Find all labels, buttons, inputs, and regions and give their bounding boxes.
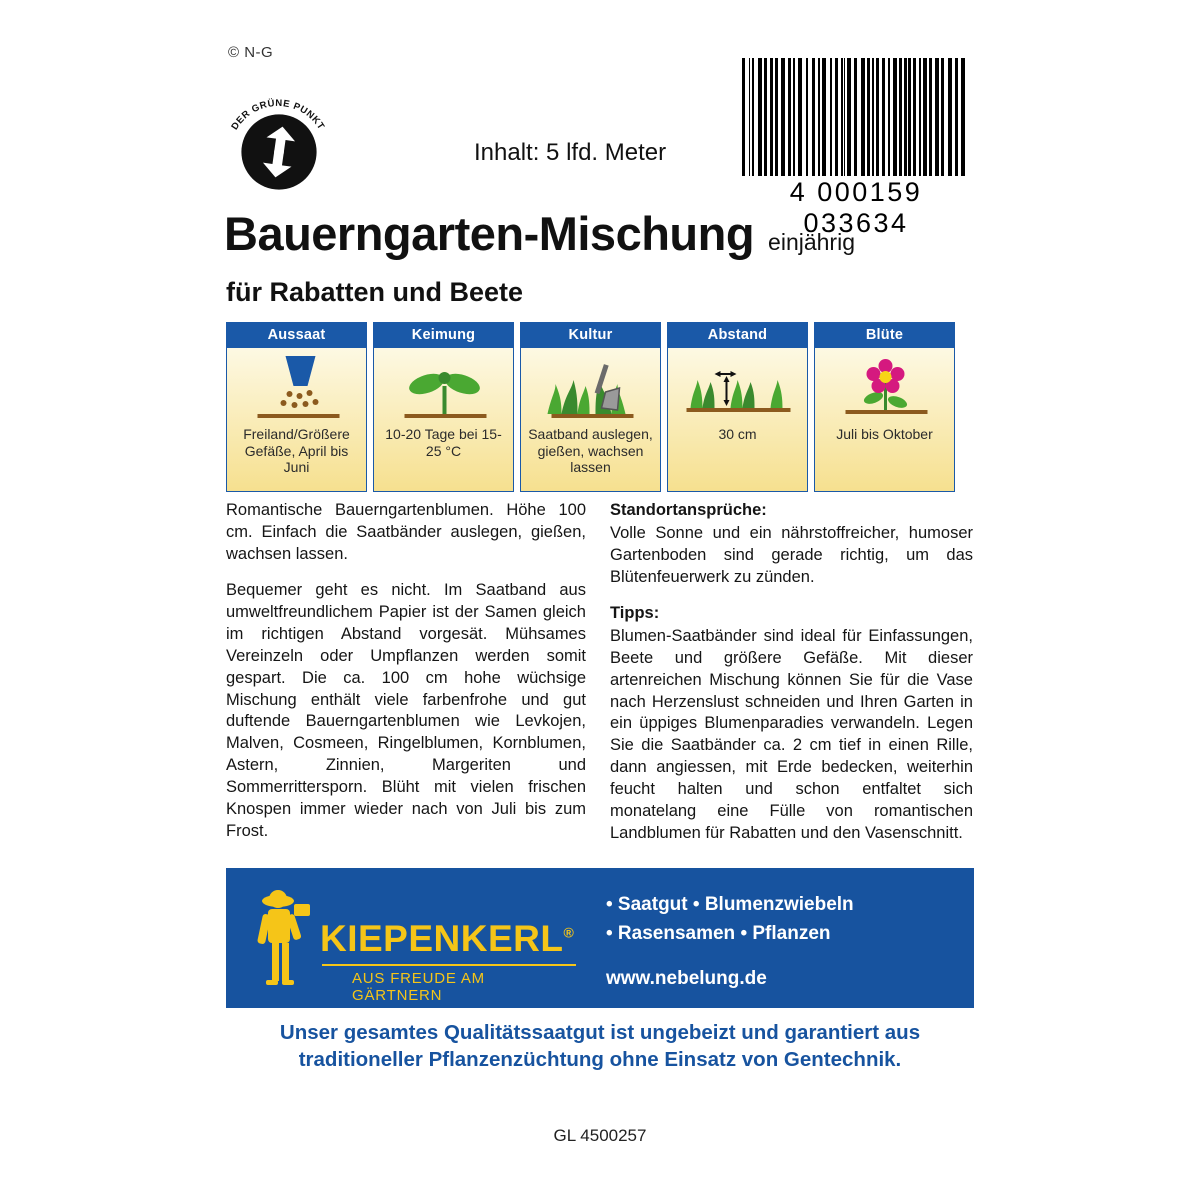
location-paragraph: Volle Sonne und ein nährstoffreicher, humoser Gartenboden sind gerade richtig, um das Blütenfeuerwerk zu zünden. xyxy=(610,523,973,586)
quality-line-2: traditioneller Pflanzenzüchtung ohne Einsatz von Gentechnik. xyxy=(298,1047,902,1071)
info-box-kultur-title: Kultur xyxy=(521,323,660,348)
barcode-bars xyxy=(742,58,970,176)
info-box-bluete-caption: Juli bis Oktober xyxy=(836,426,933,442)
spade-grass-icon xyxy=(521,348,660,426)
svg-text:DER GRÜNE PUNKT: DER GRÜNE PUNKT xyxy=(229,97,327,133)
tips-paragraph: Blumen-Saatbänder sind ideal für Einfassungen, Beete und größere Gefäße. Mit dieser artenreichen Mischung können Sie für die Vase nach Herzenslust schneiden und Ihren Garten in ein üppiges Blumenparadies verwandeln. Legen Sie die Saatbänder ca. 2 cm tief in einen Rille, dann angiessen, mit Erde bedecken, weiterhin feucht halten und schon entfaltet sich monatelang eine Fülle von romantischen Landblumen für Rabatten und den Vasenschnitt. xyxy=(610,626,973,843)
product-title: Bauerngarten-Mischung xyxy=(224,207,755,260)
info-box-kultur xyxy=(520,322,661,492)
brand-registered-mark: ® xyxy=(563,924,575,941)
product-subtitle: für Rabatten und Beete xyxy=(226,277,524,307)
kiepenkerl-figure-icon xyxy=(248,886,318,990)
copyright-notice: © N-G xyxy=(228,44,274,61)
product-lifecycle: einjährig xyxy=(768,229,855,255)
description-paragraph-2: Bequemer geht es nicht. Im Saatband aus umweltfreundlichem Papier ist der Samen gleich im richtigen Abstand vorgesät. Mühsames Vereinzeln oder Umpflanzen werden somit gespart. Die ca. 100 cm hohe wüchsige Mischung enthält viele farbenfrohe und gut duftende Bauerngartenblumen wie Levkojen, Malven, Cosmeen, Ringelblumen, Kornblumen, Astern, Zinnien, Margeriten und Sommerrittersporn. Blüht mit vielen frischen Knospen immer wieder nach von Juli bis zum Frost. xyxy=(226,580,586,841)
info-box-abstand-caption: 30 cm xyxy=(718,426,757,442)
flower-icon xyxy=(815,348,954,426)
info-box-aussaat xyxy=(226,322,367,492)
brand-name xyxy=(320,918,574,960)
info-box-aussaat-caption: Freiland/Größere Gefäße, April bis Juni xyxy=(243,426,350,476)
info-box-bluete-title: Blüte xyxy=(815,323,954,348)
gruener-punkt-logo xyxy=(218,88,338,196)
spacing-arrows-icon xyxy=(668,348,807,426)
tips-heading: Tipps: xyxy=(610,603,660,622)
brand-logo xyxy=(248,886,578,1004)
barcode-number: 4 000159 033634 xyxy=(789,177,923,238)
recycling-arrows-icon xyxy=(236,112,322,192)
brand-bullets-line-1: • Saatgut • Blumenzwiebeln xyxy=(606,894,854,915)
description-right-column xyxy=(610,500,973,858)
article-code: GL 4500257 xyxy=(553,1126,647,1145)
quality-statement xyxy=(226,1020,974,1073)
quality-line-1: Unser gesamtes Qualitätssaatgut ist ungebeizt und garantiert aus xyxy=(279,1021,921,1044)
content-amount: Inhalt: 5 lfd. Meter xyxy=(474,139,667,166)
info-box-keimung xyxy=(373,322,514,492)
info-box-kultur-caption: Saatband auslegen, gießen, wachsen lassen xyxy=(528,426,653,476)
info-box-aussaat-title: Aussaat xyxy=(227,323,366,348)
brand-divider xyxy=(322,964,576,966)
brand-bullets-line-2: • Rasensamen • Pflanzen xyxy=(606,923,831,944)
brand-name-text: KIEPENKERL xyxy=(320,918,564,959)
seed-packet-icon xyxy=(227,348,366,426)
info-box-keimung-caption: 10-20 Tage bei 15-25 °C xyxy=(385,426,502,459)
info-box-abstand xyxy=(667,322,808,492)
brand-website[interactable]: www.nebelung.de xyxy=(606,968,767,989)
sprout-icon xyxy=(374,348,513,426)
brand-claim: AUS FREUDE AM GÄRTNERN xyxy=(352,970,485,1004)
location-heading: Standortansprüche: xyxy=(610,501,767,519)
description-paragraph-1: Romantische Bauerngartenblumen. Höhe 100 cm. Einfach die Saatbänder auslegen, gießen, wachsen lassen. xyxy=(226,501,586,563)
brand-info xyxy=(606,894,854,990)
description-left-column xyxy=(226,500,586,857)
info-box-abstand-title: Abstand xyxy=(668,323,807,348)
product-title-row xyxy=(224,206,855,261)
info-box-keimung-title: Keimung xyxy=(374,323,513,348)
brand-panel xyxy=(226,868,974,1008)
cultivation-info-row xyxy=(226,322,955,492)
info-box-bluete xyxy=(814,322,955,492)
